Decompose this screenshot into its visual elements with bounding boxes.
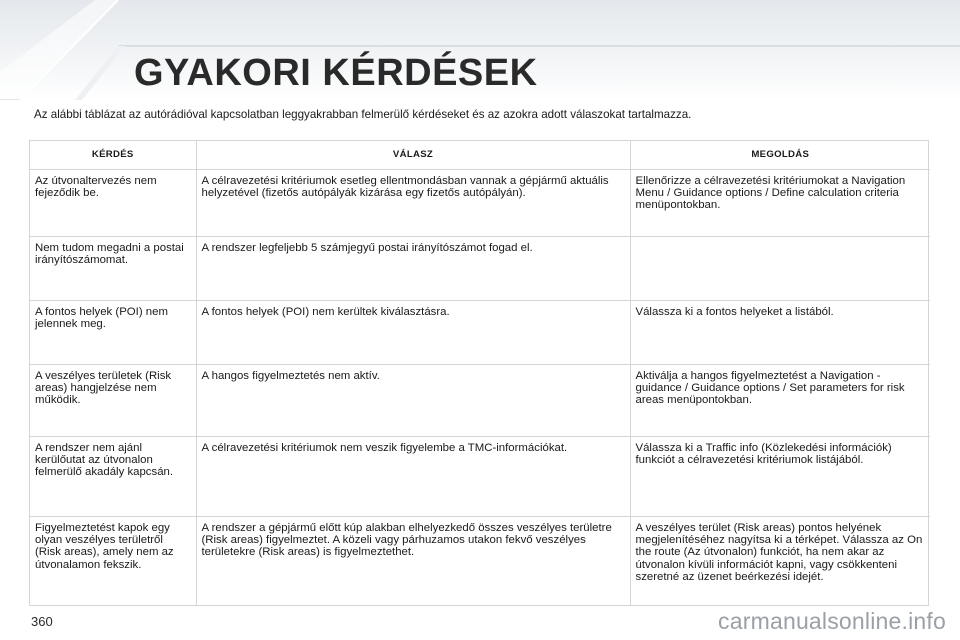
answer-cell: A hangos figyelmeztetés nem aktív. <box>196 364 630 436</box>
table-row <box>30 169 930 236</box>
question-cell: A veszélyes területek (Risk areas) hangjelzése nem működik. <box>30 364 196 436</box>
page-number: 360 <box>31 614 53 629</box>
table-row <box>30 300 930 364</box>
answer-cell: A célravezetési kritériumok nem veszik figyelembe a TMC-információkat. <box>196 436 630 516</box>
table-row <box>30 364 930 436</box>
answer-cell: A rendszer a gépjármű előtt kúp alakban elhelyezkedő összes veszélyes területre (Risk areas) figyelmeztet. A közeli vagy párhuzamos utakon fekvő veszélyes területekre (Risk areas) is figyelmeztethet. <box>196 516 630 605</box>
solution-cell: A veszélyes terület (Risk areas) pontos helyének megjelenítéséhez nagyítsa ki a térképet. Válassza az On the route (Az útvonalon) funkciót, ha nem akar az útvonalon kívüli információt kapni, vagy csökkenteni szeretné az üzenet beérkezési idejét. <box>635 521 923 584</box>
question-cell: A fontos helyek (POI) nem jelennek meg. <box>30 300 196 364</box>
page-title: GYAKORI KÉRDÉSEK <box>134 52 538 94</box>
faq-table-grid <box>30 141 930 605</box>
solution-cell: Válassza ki a fontos helyeket a listából. <box>630 300 930 364</box>
table-row <box>30 436 930 516</box>
solution-cell: Válassza ki a Traffic info (Közlekedési információk) funkciót a célravezetési kritériumok listájából. <box>630 436 930 516</box>
column-header-question: KÉRDÉS <box>30 141 196 169</box>
solution-cell <box>630 236 930 300</box>
solution-cell: Aktiválja a hangos figyelmeztetést a Navigation - guidance / Guidance options / Set parameters for risk areas menüpontokban. <box>630 364 930 436</box>
column-header-answer: VÁLASZ <box>196 141 630 169</box>
answer-cell: A célravezetési kritériumok esetleg ellentmondásban vannak a gépjármű aktuális helyzetével (fizetős autópályák kizárása egy fizetős autópályán). <box>196 169 630 236</box>
table-row <box>30 236 930 300</box>
answer-cell: A fontos helyek (POI) nem kerültek kiválasztásra. <box>196 300 630 364</box>
question-cell: Nem tudom megadni a postai irányítószámomat. <box>30 236 196 300</box>
faq-table <box>29 140 929 606</box>
watermark: carmanualsonline.info <box>718 608 946 634</box>
table-header-row <box>30 141 930 169</box>
question-cell: Figyelmeztetést kapok egy olyan veszélyes területről (Risk areas), amely nem az útvonalamon fekszik. <box>30 516 196 605</box>
table-row <box>30 516 930 605</box>
solution-cell: Ellenőrizze a célravezetési kritériumokat a Navigation Menu / Guidance options / Define calculation criteria menüpontokban. <box>630 169 930 236</box>
column-header-solution: MEGOLDÁS <box>630 141 930 169</box>
answer-cell: A rendszer legfeljebb 5 számjegyű postai irányítószámot fogad el. <box>196 236 630 300</box>
question-cell: Az útvonaltervezés nem fejeződik be. <box>30 169 196 236</box>
question-cell: A rendszer nem ajánl kerülőutat az útvonalon felmerülő akadály kapcsán. <box>30 436 196 516</box>
intro-text: Az alábbi táblázat az autórádióval kapcsolatban leggyakrabban felmerülő kérdéseket és az azokra adott válaszokat tartalmazza. <box>34 108 692 121</box>
